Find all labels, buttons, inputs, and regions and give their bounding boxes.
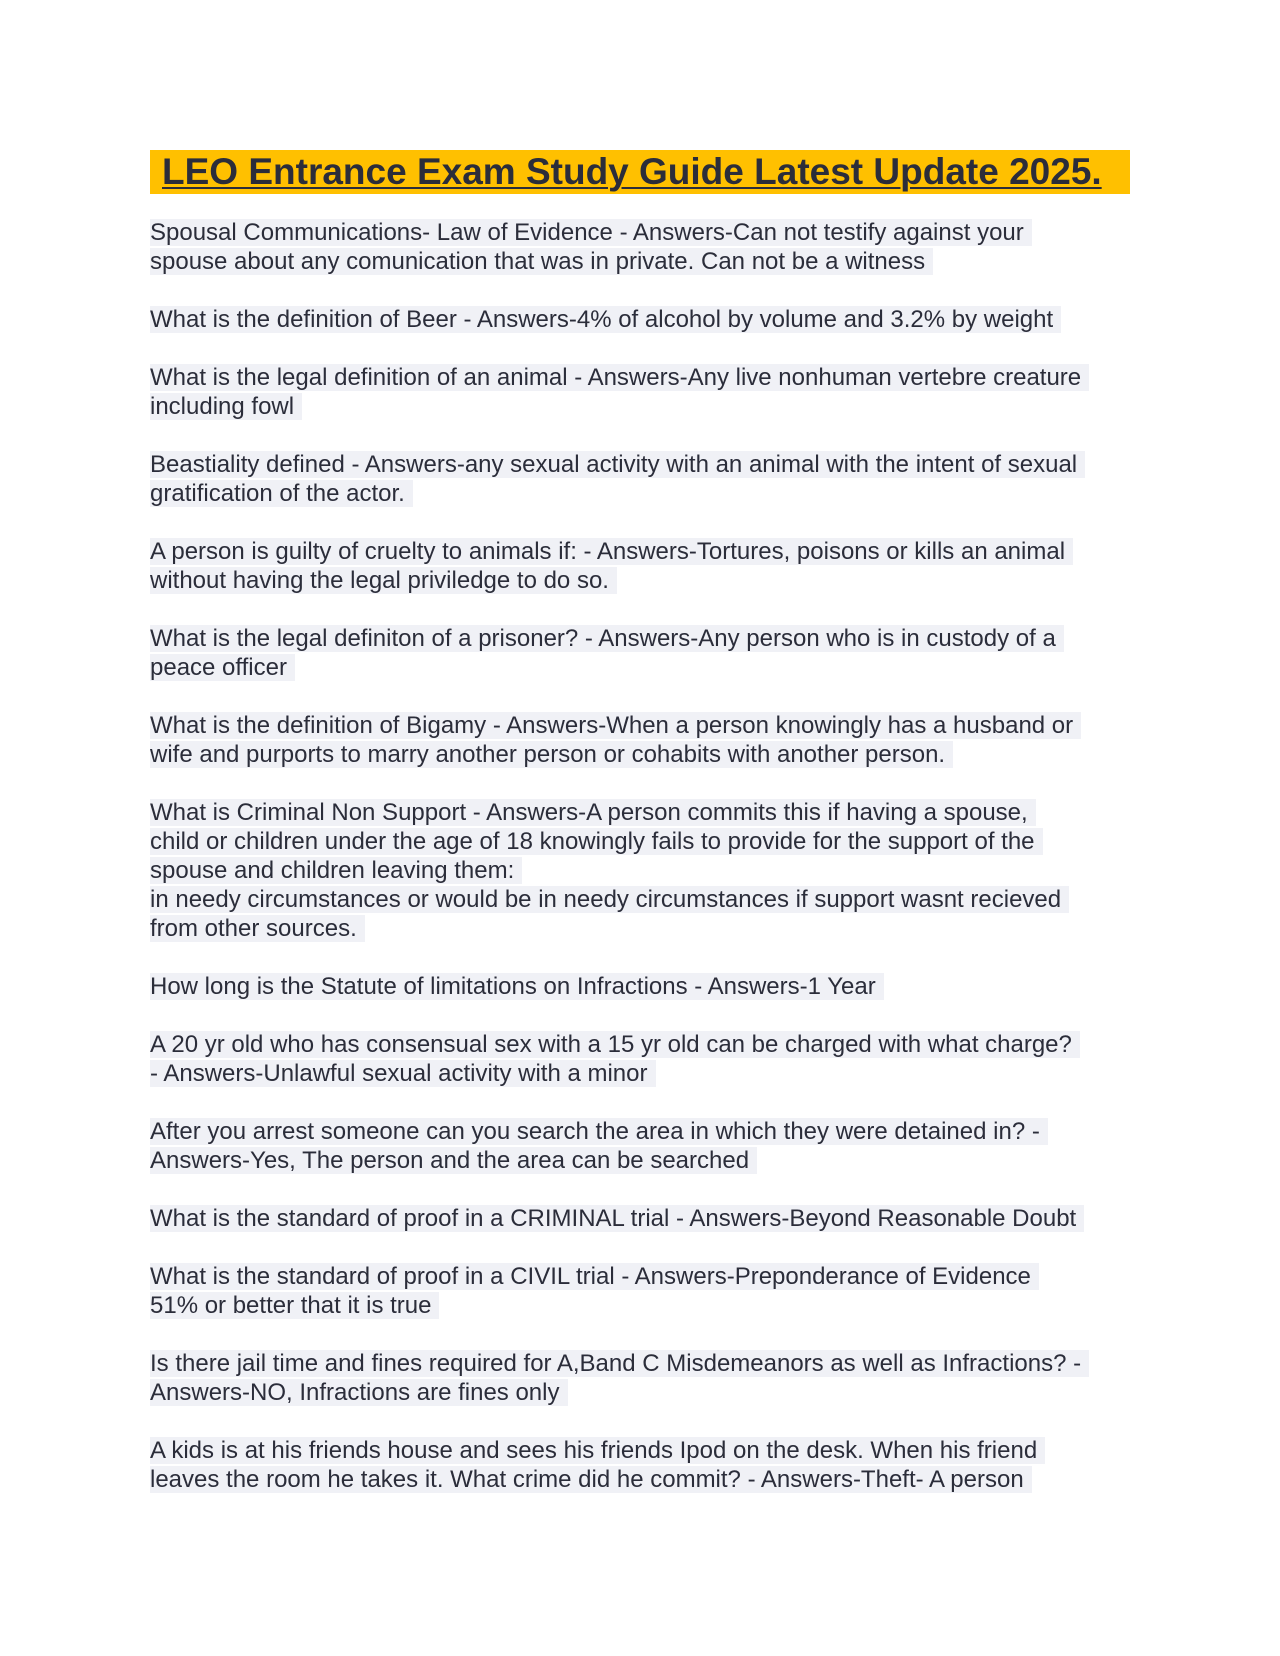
qa-entry [150,624,1130,682]
qa-line [150,363,1130,392]
qa-line [150,1291,1130,1320]
qa-entry [150,798,1130,943]
qa-line-text: leaves the room he takes it. What crime did he commit? - Answers-Theft- A person [150,1466,1032,1493]
qa-line-text: What is the definition of Beer - Answers-4% of alcohol by volume and 3.2% by weight [150,306,1061,333]
qa-entry [150,1030,1130,1088]
qa-line-text: A kids is at his friends house and sees his friends Ipod on the desk. When his friend [150,1437,1045,1464]
qa-line-text: A person is guilty of cruelty to animals if: - Answers-Tortures, poisons or kills an animal [150,538,1073,565]
qa-line-text: wife and purports to marry another person or cohabits with another person. [150,741,953,768]
qa-line-text: spouse and children leaving them: [150,857,522,884]
qa-line-text: After you arrest someone can you search the area in which they were detained in? - [150,1118,1048,1145]
qa-line [150,1030,1130,1059]
document-title: LEO Entrance Exam Study Guide Latest Update 2025. [150,150,1130,194]
qa-entry [150,537,1130,595]
qa-line [150,450,1130,479]
qa-entry [150,1204,1130,1233]
qa-line [150,1465,1130,1494]
qa-entry [150,1117,1130,1175]
qa-line [150,1378,1130,1407]
qa-line [150,1436,1130,1465]
qa-line-text: A 20 yr old who has consensual sex with a 15 yr old can be charged with what charge? [150,1031,1080,1058]
qa-line [150,653,1130,682]
qa-line-text: gratification of the actor. [150,480,413,507]
qa-line [150,798,1130,827]
qa-line [150,1204,1130,1233]
qa-line-text: Beastiality defined - Answers-any sexual activity with an animal with the intent of sexual [150,451,1085,478]
qa-line [150,624,1130,653]
qa-line-text: including fowl [150,393,302,420]
qa-line [150,827,1130,856]
qa-line-text: Answers-Yes, The person and the area can be searched [150,1147,757,1174]
qa-line [150,856,1130,885]
qa-entry [150,711,1130,769]
qa-line [150,1349,1130,1378]
qa-entry [150,450,1130,508]
qa-line-text: peace officer [150,654,295,681]
document-page [150,150,1130,1523]
qa-entry [150,972,1130,1001]
qa-line [150,218,1130,247]
qa-line-text: What is the standard of proof in a CIVIL trial - Answers-Preponderance of Evidence [150,1263,1039,1290]
qa-line [150,537,1130,566]
qa-line [150,885,1130,914]
qa-line [150,1146,1130,1175]
qa-line [150,740,1130,769]
qa-line-text: What is Criminal Non Support - Answers-A person commits this if having a spouse, [150,799,1036,826]
qa-line-text: How long is the Statute of limitations on Infractions - Answers-1 Year [150,973,884,1000]
qa-line [150,711,1130,740]
qa-line-text: from other sources. [150,915,365,942]
qa-line-text: without having the legal priviledge to do so. [150,567,617,594]
qa-line [150,972,1130,1001]
qa-line [150,247,1130,276]
qa-entry [150,1262,1130,1320]
qa-line [150,1117,1130,1146]
qa-entry [150,305,1130,334]
qa-entry [150,1349,1130,1407]
qa-line-text: What is the legal definiton of a prisoner? - Answers-Any person who is in custody of a [150,625,1064,652]
qa-line-text: Spousal Communications- Law of Evidence - Answers-Can not testify against your [150,219,1032,246]
qa-line [150,914,1130,943]
qa-line-text: Answers-NO, Infractions are fines only [150,1379,568,1406]
qa-line-text: child or children under the age of 18 knowingly fails to provide for the support of the [150,828,1043,855]
qa-line-text: 51% or better that it is true [150,1292,439,1319]
qa-list [150,218,1130,1494]
qa-line-text: Is there jail time and fines required for A,Band C Misdemeanors as well as Infractions? - [150,1350,1089,1377]
qa-line [150,1262,1130,1291]
qa-entry [150,1436,1130,1494]
qa-entry [150,218,1130,276]
qa-line [150,392,1130,421]
qa-line-text: What is the legal definition of an animal - Answers-Any live nonhuman vertebre creature [150,364,1089,391]
qa-line-text: spouse about any comunication that was in private. Can not be a witness [150,248,933,275]
qa-entry [150,363,1130,421]
qa-line [150,479,1130,508]
qa-line-text: What is the definition of Bigamy - Answers-When a person knowingly has a husband or [150,712,1081,739]
qa-line-text: What is the standard of proof in a CRIMINAL trial - Answers-Beyond Reasonable Doubt [150,1205,1084,1232]
qa-line [150,566,1130,595]
qa-line-text: in needy circumstances or would be in needy circumstances if support wasnt recieved [150,886,1069,913]
qa-line-text: - Answers-Unlawful sexual activity with a minor [150,1060,656,1087]
qa-line [150,305,1130,334]
qa-line [150,1059,1130,1088]
